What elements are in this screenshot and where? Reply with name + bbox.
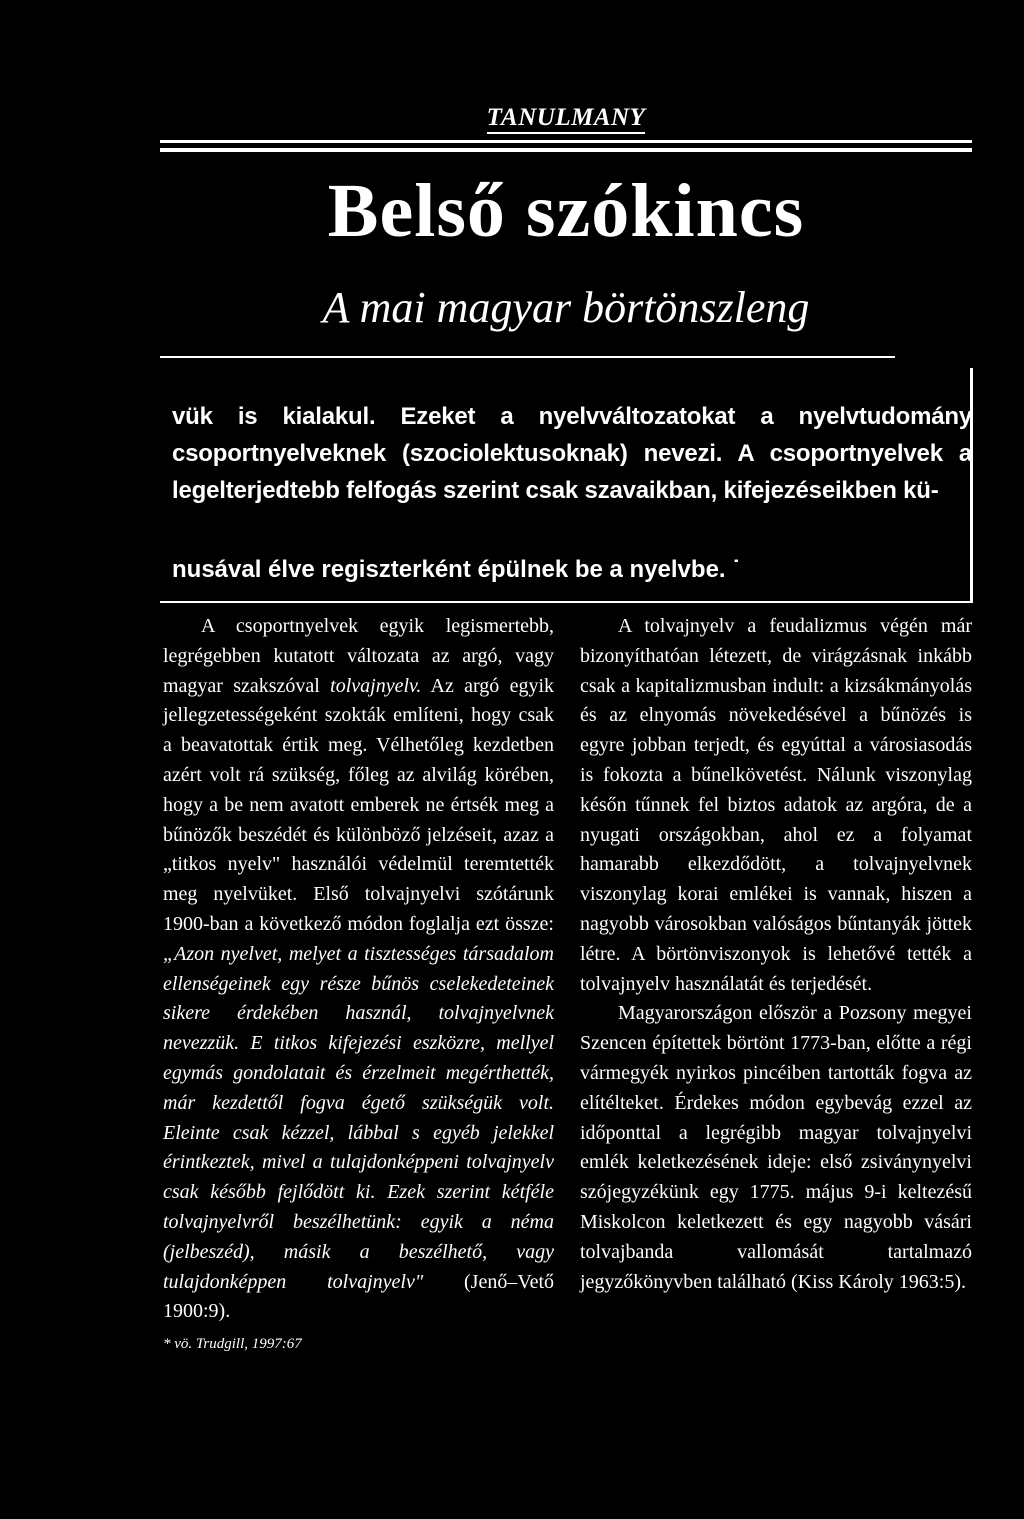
pullquote: vük is kialakul. Ezeket a nyelvváltozatokat a nyelvtudomány csoportnyelveknek (szociolektusoknak) nevezi. A csoportnyelvek a legelterjedtebb felfogás szerint csak szavaikban, kifejezéseikben kü- <box>172 403 972 504</box>
article-subtitle: A mai magyar börtönszleng <box>322 283 810 332</box>
left-text-b: Az argó egyik jellegzetességeként szokták említeni, hogy csak a beavatottak értik meg. Vélhetőleg kezdetben azért volt rá szükség, főleg az alvilág körében, hogy a be nem avatott emberek ne értsék meg a bűnözők beszédét és különböző jelzéseit, azaz a „titkos nyelv" használói védelmül teremtették meg nyelvüket. Első tolvajnyelvi szótárunk 1900-ban a következő módon foglalja ezt össze: <box>163 674 555 935</box>
left-paragraph <box>163 612 554 1327</box>
article-title: Belső szókincs <box>327 169 805 253</box>
header-rule-top <box>160 140 972 143</box>
left-column <box>163 612 554 1327</box>
right-column <box>580 612 972 1297</box>
footnote: * vö. Trudgill, 1997:67 <box>163 1336 302 1352</box>
pullquote-box-bottom <box>160 601 973 603</box>
pullquote-last-line: nusával élve regiszterként épülnek be a nyelvbe. ˙ <box>172 556 741 583</box>
term-tolvajnyelv: tolvajnyelv. <box>330 674 422 697</box>
section-label-text: TANULMANY <box>487 104 646 134</box>
left-text-a: A csoportnyelvek egyik legismertebb, legrégebben kutatott változata az argó, vagy magyar szakszóval <box>163 615 554 697</box>
section-label <box>160 104 972 132</box>
dictionary-quote: „Azon nyelvet, melyet a tisztességes társadalom ellenségeinek egy része bűnös cselekedeteinek sikere érdekében használ, tolvajnyelvnek nevezzük. E titkos kifejezési eszközre, mellyel egymás gondolatait és érzelmeit megérthették, már kezdettől fogva égető szükségük volt. Eleinte csak kézzel, lábbal s egyéb jelekkel érintkeztek, mivel a tulajdonképpeni tolvajnyelv csak később fejlődött ki. Ezek szerint kétféle tolvajnyelvről beszélhetünk: egyik a néma (jelbeszéd), másik a beszélhető, vagy tulajdonképpen tolvajnyelv" <box>163 942 554 1293</box>
right-paragraph-1: A tolvajnyelv a feudalizmus végén már bizonyíthatóan létezett, de virágzásnak inkább csak a kapitalizmusban indult: a kizsákmányolás és az elnyomás növekedésével a bűnözés is egyre jobban terjedt, és egyúttal a városiasodás is fokozta a bűnelkövetést. Nálunk viszonylag későn tűnnek fel biztos adatok az argóra, de a nyugati országokban, ahol ez a folyamat hamarabb elkezdődött, a tolvajnyelvnek viszonylag korai emlékei is vannak, hiszen a nagyobb városokban valóságos bűntanyák jöttek létre. A börtönviszonyok is lehetővé tették a tolvajnyelv használatát és terjedését. <box>580 615 972 995</box>
citation: (Jenő–Vető 1900:9). <box>163 1270 555 1323</box>
right-paragraph-2: Magyarországon először a Pozsony megyei Szencen építettek börtönt 1773-ban, előtte a régi vármegyék nyirkos pincéiben tartották fogva az elítélteket. Érdekes módon egybevág ezzel az időponttal a legrégibb magyar tolvajnyelvi emlék keletkezésének ideje: első zsiványnyelvi szójegyzékünk egy 1775. május 9-i keltezésű Miskolcon keletkezett és egy nagyobb vásári tolvajbanda vallomását tartalmazó jegyzőkönyvben található (Kiss Károly 1963:5). <box>580 1002 972 1293</box>
subtitle-rule <box>160 356 895 358</box>
header-rule-bottom <box>160 148 972 152</box>
